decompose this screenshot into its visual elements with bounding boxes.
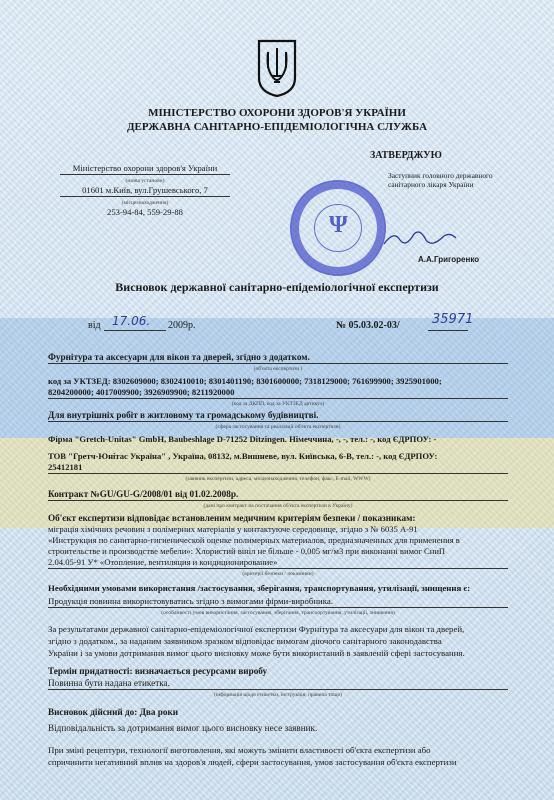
criteria-caption: (критерії безпеки / показники) [242,571,314,577]
number-handwritten: 35971 [432,312,474,327]
institution-name: Міністерство охорони здоров'я України [72,163,218,173]
criteria-line-2: міграція хімічних речовин з полімерних матеріалів у контактуюче середовище, згідно з № 6035 А-91 [48,524,418,534]
service-heading: ДЕРЖАВНА САНІТАРНО-ЕПІДЕМІОЛОГІЧНА СЛУЖБА [126,121,428,133]
applicant-line-1: Фірма "Gretch-Unitas" GmbH, Baubeshlage D-71252 Ditzingen. Німеччина, -, -, тел.: -, код ЄДРПОУ: - [48,434,437,444]
results-line-1: За результатами державної санітарно-епідеміологічної експертизи Фурнітура та аксесуари для вікон та дверей, [48,624,465,634]
codes-caption: (код за ДКПП, код за УКТЗЕД артикул) [231,401,325,407]
criteria-line-5: 2.04.05-91 У* «Отопление, вентиляция и кондиционирование» [48,557,278,567]
expertise-object: Фурнітура та аксесуари для вікон та дверей, згідно з додатком. [48,352,310,362]
conditions-line-2: Продукція повинна використовуватись згідно з вимогами фірми-виробника. [48,596,333,606]
applicant-line-3: 25412181 [48,462,83,472]
signature-icon [380,226,460,252]
shelf-life-line-1: Термін придатності: визначається ресурсами виробу [48,666,268,676]
shelf-life-caption: (інформація щодо етикетки, інструкція, правила тощо) [213,692,343,698]
responsibility-text: Відповідальність за дотримання вимог цього висновку несе заявник. [48,723,318,733]
criteria-line-3: «Инструкция по санитарно-гигиенической оценке полимерных материалов, предназначенных для применения в [48,535,460,545]
institution-address-caption: (місцезнаходження) [121,200,169,206]
conditions-caption: (особливості умов використання, застосування, зберігання, транспортування, утилізації, знищення) [161,610,395,616]
codes-line-1: код за УКТЗЕД: 8302609000; 8302410010; 8301401190; 8301600000; 7318129000; 761699900; 3925901000; [48,376,442,386]
results-line-3: України і за умови дотримання вимог цього висновку може бути використаний в заявленій сфері застосування. [48,648,465,658]
codes-line-2: 8204200000; 4017009900; 3926909900; 8211920000 [48,387,235,397]
approval-position-2: санітарного лікаря України [388,180,474,189]
trident-emblem-icon [256,38,298,98]
scope-caption: (сфера застосування та реалізації об'єкта експертизи) [215,424,341,430]
date-handwritten: 17.06. [112,314,151,328]
date-prefix: від [88,320,101,331]
approval-signatory: А.А.Григоренко [418,255,480,264]
object-caption: (об'єкта експертизи ) [253,366,303,372]
institution-phones: 253-94-84, 559-29-88 [107,207,183,217]
results-line-2: згідно з додатком., за наданим заявником зразком відповідає вимогам діючого санітарного законодавства [48,636,442,646]
applicant-caption: (заявник експертизи, адреса, місцезнаходження, телефон, факс, E-mail, WWW) [185,476,371,482]
institution-name-caption: (назва установи) [125,178,165,184]
approval-title: ЗАТВЕРДЖУЮ [370,150,442,161]
institution-address: 01601 м.Київ, вул.Грушевського, 7 [82,185,208,195]
document-title: Висновок державної санітарно-епідеміологічної експертизи [115,280,439,294]
criteria-line-4: строительстве и производстве мебели»: Хлористий вініл не більше - 0,005 мг/м3 при виконанні вимог СниП [48,546,446,556]
changes-line-2: спричинити негативний вплив на здоров'я людей, сфери застосування, умов застосування об'єкта експертизи [48,757,457,767]
date-suffix: 2009р. [168,320,196,331]
ministry-heading: МІНІСТЕРСТВО ОХОРОНИ ЗДОРОВ'Я УКРАЇНИ [148,107,406,119]
criteria-line-1: Об'єкт експертизи відповідає встановленим медичним критеріям безпеки / показникам: [48,513,416,523]
changes-line-1: При зміні рецептури, технології виготовлення, які можуть змінити властивості об'єкта експертизи або [48,745,431,755]
shelf-life-line-2: Повинна бути надана етикетка. [48,678,170,688]
scope-text: Для внутрішніх робіт в житловому та громадському будівництві. [48,410,319,420]
applicant-line-2: ТОВ "Гретч-Юнітас Україна" , Україна, 08132, м.Вишневе, вул. Київська, 6-В, тел.: -, код ЄДРПОУ: [48,451,438,461]
contract-caption: (дані про контракт на постачання об'єкта експертизи в Україну) [203,503,353,509]
official-stamp: Ψ [290,180,386,276]
validity-text: Висновок дійсний до: Два роки [48,707,179,717]
approval-position-1: Заступник головного державного [388,171,493,180]
number-prefix: № 05.03.02-03/ [336,320,400,331]
contract-text: Контракт №GU/GU-G/2008/01 від 01.02.2008р. [48,489,239,499]
conditions-line-1: Необхідними умовами використання /застосування, зберігання, транспортування, утилізації, знищення є: [48,583,471,593]
